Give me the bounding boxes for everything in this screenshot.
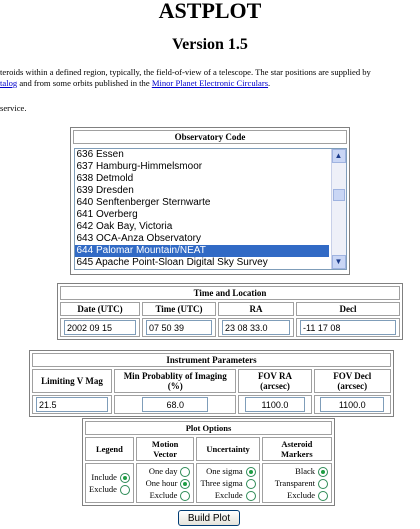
observatory-option[interactable]: 639 Dresden	[76, 185, 134, 196]
intro-part3: .	[268, 78, 271, 88]
observatory-option[interactable]: 641 Overberg	[76, 209, 138, 220]
fov-decl-header: FOV Decl (arcsec)	[314, 369, 392, 393]
radio-button-icon[interactable]	[180, 479, 190, 489]
motion-option-label: One day	[148, 466, 178, 476]
legend-option-label: Include	[91, 472, 117, 482]
legend-header: Legend	[85, 437, 134, 461]
page-title: ASTPLOT	[158, 0, 262, 23]
observatory-table	[70, 127, 350, 275]
radio-button-icon[interactable]	[318, 491, 328, 501]
scroll-thumb[interactable]	[333, 189, 345, 201]
version-heading: Version 1.5	[172, 36, 248, 53]
radio-button-icon[interactable]	[246, 491, 256, 501]
intro-text	[0, 67, 420, 89]
markers-option-label: Exclude	[287, 490, 315, 501]
observatory-option[interactable]: 643 OCA-Anza Observatory	[76, 233, 201, 244]
scroll-up-icon[interactable]: ▲	[332, 149, 346, 163]
observatory-option[interactable]: 637 Hamburg-Himmelsmoor	[76, 161, 203, 172]
markers-options	[262, 463, 332, 503]
ra-input[interactable]	[222, 320, 290, 335]
observatory-option[interactable]: 638 Detmold	[76, 173, 134, 184]
plot-options-header: Plot Options	[85, 421, 332, 435]
fov-ra-input[interactable]	[245, 397, 305, 412]
fov-ra-header: FOV RA (arcsec)	[238, 369, 311, 393]
instrument-table	[29, 350, 394, 417]
uncertainty-options	[196, 463, 259, 503]
min-prob-input[interactable]	[142, 397, 208, 412]
markers-option-label: Transparent	[274, 478, 315, 489]
listbox-scrollbar[interactable]	[331, 149, 346, 269]
time-input[interactable]	[146, 320, 212, 335]
motion-option	[140, 477, 191, 489]
intro-part1: teroids within a defined region, typically, the field-of-view of a telescope. The star positions are supplied by	[0, 67, 371, 77]
radio-button-icon[interactable]	[246, 479, 256, 489]
intro-part2: and from some orbits published in the	[17, 78, 152, 88]
radio-button-icon[interactable]	[120, 485, 130, 495]
uncertainty-option	[200, 489, 255, 501]
radio-button-icon[interactable]	[246, 467, 256, 477]
markers-option	[266, 477, 328, 489]
markers-option-label: Black	[295, 466, 315, 476]
observatory-option[interactable]: 645 Apache Point-Sloan Digital Sky Survey	[76, 257, 268, 268]
radio-button-icon[interactable]	[318, 467, 328, 477]
observatory-option[interactable]: 644 Palomar Mountain/NEAT	[75, 245, 329, 257]
radio-button-icon[interactable]	[120, 473, 130, 483]
ra-column-header: RA	[218, 302, 294, 316]
limiting-mag-header: Limiting V Mag	[32, 369, 112, 393]
build-plot-button[interactable]: Build Plot	[178, 510, 240, 526]
legend-option	[89, 483, 130, 495]
observatory-option[interactable]: 642 Oak Bay, Victoria	[76, 221, 173, 232]
scroll-down-icon[interactable]: ▼	[332, 255, 346, 269]
motion-header: Motion Vector	[136, 437, 195, 461]
uncertainty-option-label: Three sigma	[200, 478, 243, 489]
service-text: service.	[0, 103, 27, 113]
uncertainty-header: Uncertainty	[196, 437, 259, 461]
motion-options	[136, 463, 195, 503]
decl-column-header: Decl	[296, 302, 400, 316]
observatory-listbox[interactable]	[74, 148, 347, 270]
radio-button-icon[interactable]	[180, 467, 190, 477]
plot-options-table	[82, 418, 335, 506]
markers-option	[266, 489, 328, 501]
motion-option	[140, 489, 191, 501]
min-prob-header: Min Probablity of Imaging (%)	[114, 369, 236, 393]
markers-option	[266, 465, 328, 477]
date-input[interactable]	[64, 320, 136, 335]
radio-button-icon[interactable]	[318, 479, 328, 489]
decl-input[interactable]	[300, 320, 396, 335]
date-column-header: Date (UTC)	[60, 302, 140, 316]
mpec-link[interactable]: Minor Planet Electronic Circulars	[151, 78, 269, 88]
observatory-header: Observatory Code	[73, 130, 347, 144]
uncertainty-option-label: One sigma	[206, 466, 243, 476]
motion-option-label: Exclude	[149, 490, 178, 501]
fov-decl-input[interactable]	[320, 397, 384, 412]
motion-option	[140, 465, 191, 477]
uncertainty-option-label: Exclude	[214, 490, 243, 501]
markers-header: Asteroid Markers	[262, 437, 332, 461]
motion-option-label: One hour	[145, 478, 178, 489]
legend-option	[89, 471, 130, 483]
observatory-option[interactable]: 640 Senftenberger Sternwarte	[76, 197, 211, 208]
legend-option-label: Exclude	[89, 484, 117, 495]
instrument-header: Instrument Parameters	[32, 353, 391, 367]
observatory-option[interactable]: 636 Essen	[76, 149, 124, 160]
uncertainty-option	[200, 477, 255, 489]
time-location-header: Time and Location	[60, 286, 400, 300]
radio-button-icon[interactable]	[180, 491, 190, 501]
limiting-mag-input[interactable]	[36, 397, 108, 412]
uncertainty-option	[200, 465, 255, 477]
time-column-header: Time (UTC)	[142, 302, 216, 316]
catalog-link[interactable]: talog	[0, 78, 18, 88]
time-location-table	[57, 283, 403, 340]
legend-options	[85, 463, 134, 503]
